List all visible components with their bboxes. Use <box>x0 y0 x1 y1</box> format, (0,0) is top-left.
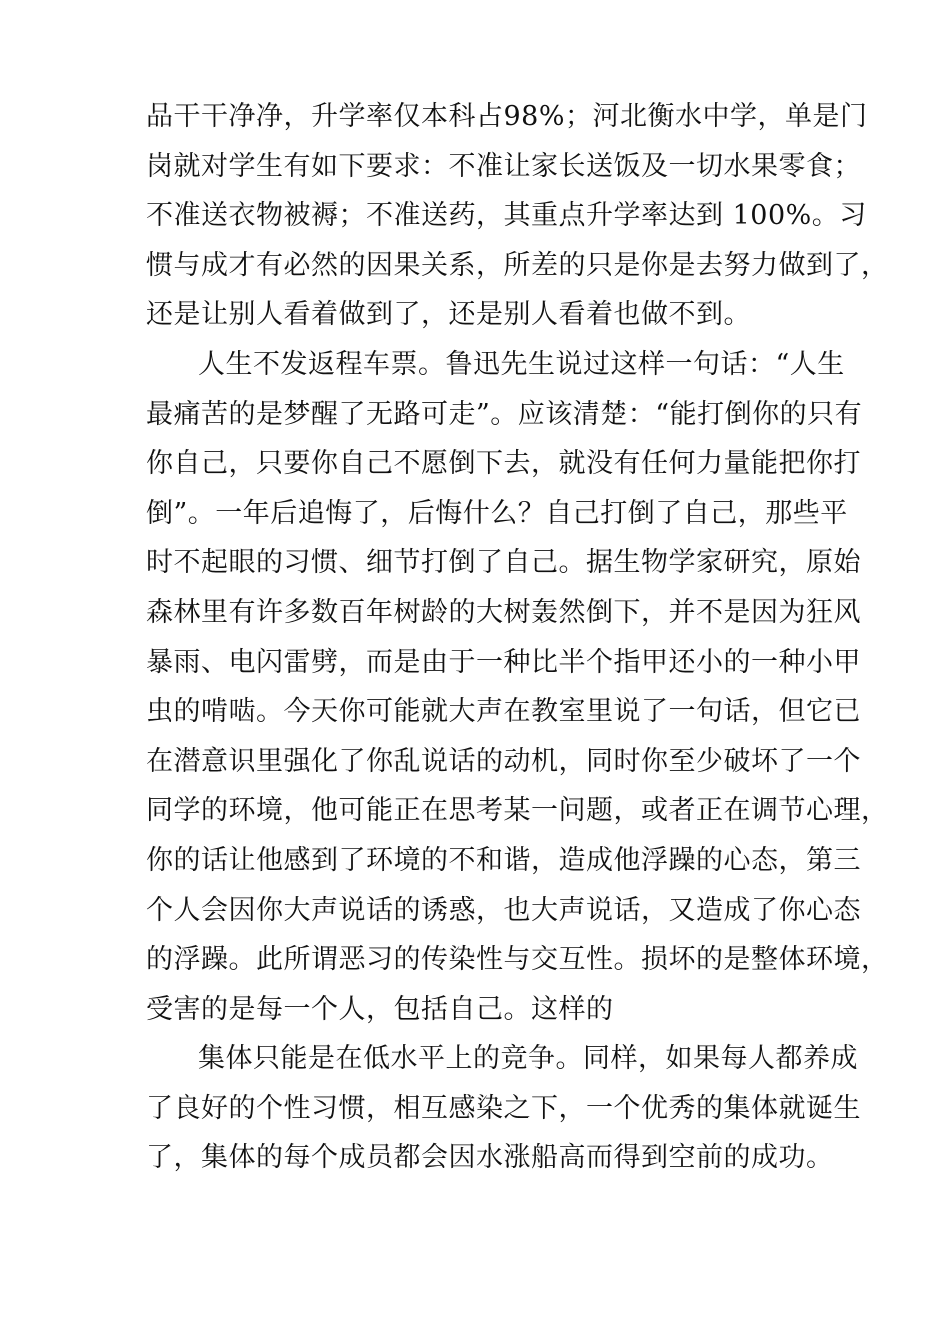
text-line: 你的话让他感到了环境的不和谐，造成他浮躁的心态，第三 <box>146 844 861 876</box>
paragraph-first-line: 集体只能是在低水平上的竞争。同样，如果每人都养成 <box>198 1043 858 1075</box>
text-line: 品干干净净，升学率仅本科占98%；河北衡水中学，单是门 <box>146 101 868 132</box>
text-line: 森林里有许多数百年树龄的大树轰然倒下，并不是因为狂风 <box>146 596 861 628</box>
text-line: 了良好的个性习惯，相互感染之下，一个优秀的集体就诞生 <box>146 1092 861 1124</box>
text-line: 虫的啃啮。今天你可能就大声在教室里说了一句话，但它已 <box>146 696 861 728</box>
text-line: 惯与成才有必然的因果关系，所差的只是你是去努力做到了， <box>146 249 889 281</box>
text-line: 倒”。一年后追悔了，后悔什么？自己打倒了自己，那些平 <box>146 497 848 529</box>
text-line: 岗就对学生有如下要求：不准让家长送饭及一切水果零食； <box>146 150 861 182</box>
text-line: 同学的环境，他可能正在思考某一问题，或者正在调节心理， <box>146 795 889 827</box>
text-line: 还是让别人看着做到了，还是别人看着也做不到。 <box>146 299 751 331</box>
text-line: 受害的是每一个人，包括自己。这样的 <box>146 993 614 1025</box>
text-line: 你自己，只要你自己不愿倒下去，就没有任何力量能把你打 <box>146 448 861 480</box>
text-line: 最痛苦的是梦醒了无路可走”。应该清楚：“能打倒你的只有 <box>146 398 863 430</box>
text-line: 的浮躁。此所谓恶习的传染性与交互性。损坏的是整体环境， <box>146 944 889 976</box>
text-line: 个人会因你大声说话的诱惑，也大声说话，又造成了你心态 <box>146 894 861 926</box>
paragraph-first-line: 人生不发返程车票。鲁迅先生说过这样一句话：“人生 <box>198 348 845 380</box>
text-line: 不准送衣物被褥；不准送药，其重点升学率达到 100%。习 <box>146 200 867 232</box>
document-body <box>146 92 889 1183</box>
text-line: 暴雨、电闪雷劈，而是由于一种比半个指甲还小的一种小甲 <box>146 646 861 678</box>
text-line: 时不起眼的习惯、细节打倒了自己。据生物学家研究，原始 <box>146 547 861 579</box>
text-line: 了，集体的每个成员都会因水涨船高而得到空前的成功。 <box>146 1142 834 1174</box>
text-line: 在潜意识里强化了你乱说话的动机，同时你至少破坏了一个 <box>146 745 861 777</box>
